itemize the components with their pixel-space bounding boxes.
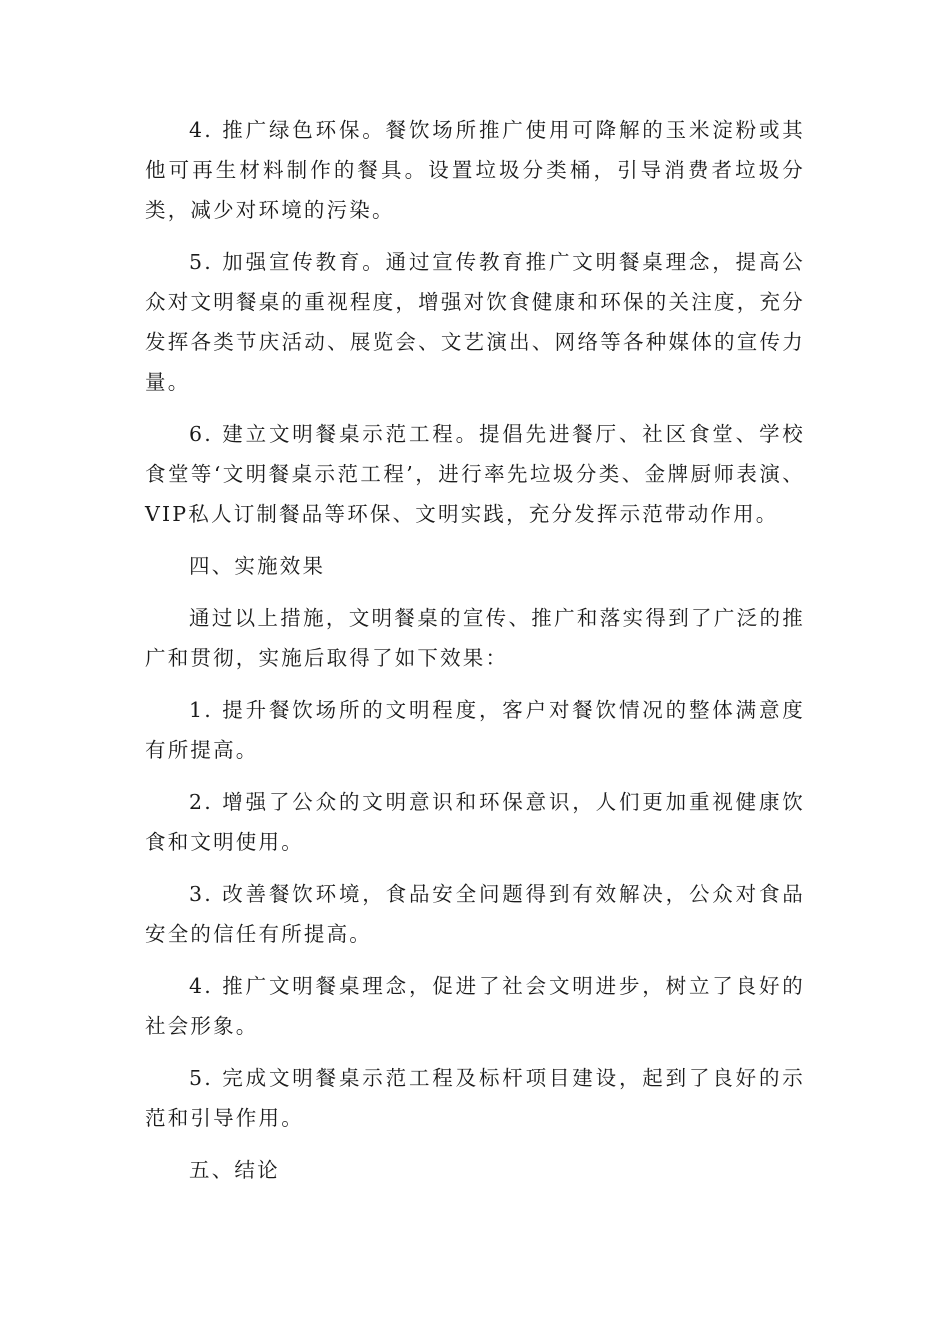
- paragraph-green-environment: 4. 推广绿色环保。餐饮场所推广使用可降解的玉米淀粉或其他可再生材料制作的餐具。设置垃圾分类桶，引导消费者垃圾分类，减少对环境的污染。: [145, 118, 805, 222]
- paragraph-demonstration-project: 6. 建立文明餐桌示范工程。提倡先进餐厅、社区食堂、学校食堂等‘文明餐桌示范工程’，进行率先垃圾分类、金牌厨师表演、VIP私人订制餐品等环保、文明实践，充分发挥示范带动作用。: [145, 422, 805, 526]
- section-heading-implementation-effects: 四、实施效果: [189, 554, 326, 578]
- paragraph-effects-intro: 通过以上措施，文明餐桌的宣传、推广和落实得到了广泛的推广和贯彻，实施后取得了如下效果：: [145, 606, 805, 670]
- section-heading-conclusion: 五、结论: [189, 1158, 280, 1182]
- paragraph-effect-1: 1. 提升餐饮场所的文明程度，客户对餐饮情况的整体满意度有所提高。: [145, 698, 805, 762]
- paragraph-effect-5: 5. 完成文明餐桌示范工程及标杆项目建设，起到了良好的示范和引导作用。: [145, 1066, 805, 1130]
- paragraph-effect-3: 3. 改善餐饮环境，食品安全问题得到有效解决，公众对食品安全的信任有所提高。: [145, 882, 805, 946]
- document-body: [145, 110, 805, 1202]
- paragraph-effect-4: 4. 推广文明餐桌理念，促进了社会文明进步，树立了良好的社会形象。: [145, 974, 805, 1038]
- paragraph-effect-2: 2. 增强了公众的文明意识和环保意识，人们更加重视健康饮食和文明使用。: [145, 790, 805, 854]
- paragraph-publicity-education: 5. 加强宣传教育。通过宣传教育推广文明餐桌理念，提高公众对文明餐桌的重视程度，增强对饮食健康和环保的关注度，充分发挥各类节庆活动、展览会、文艺演出、网络等各种媒体的宣传力量。: [145, 250, 805, 394]
